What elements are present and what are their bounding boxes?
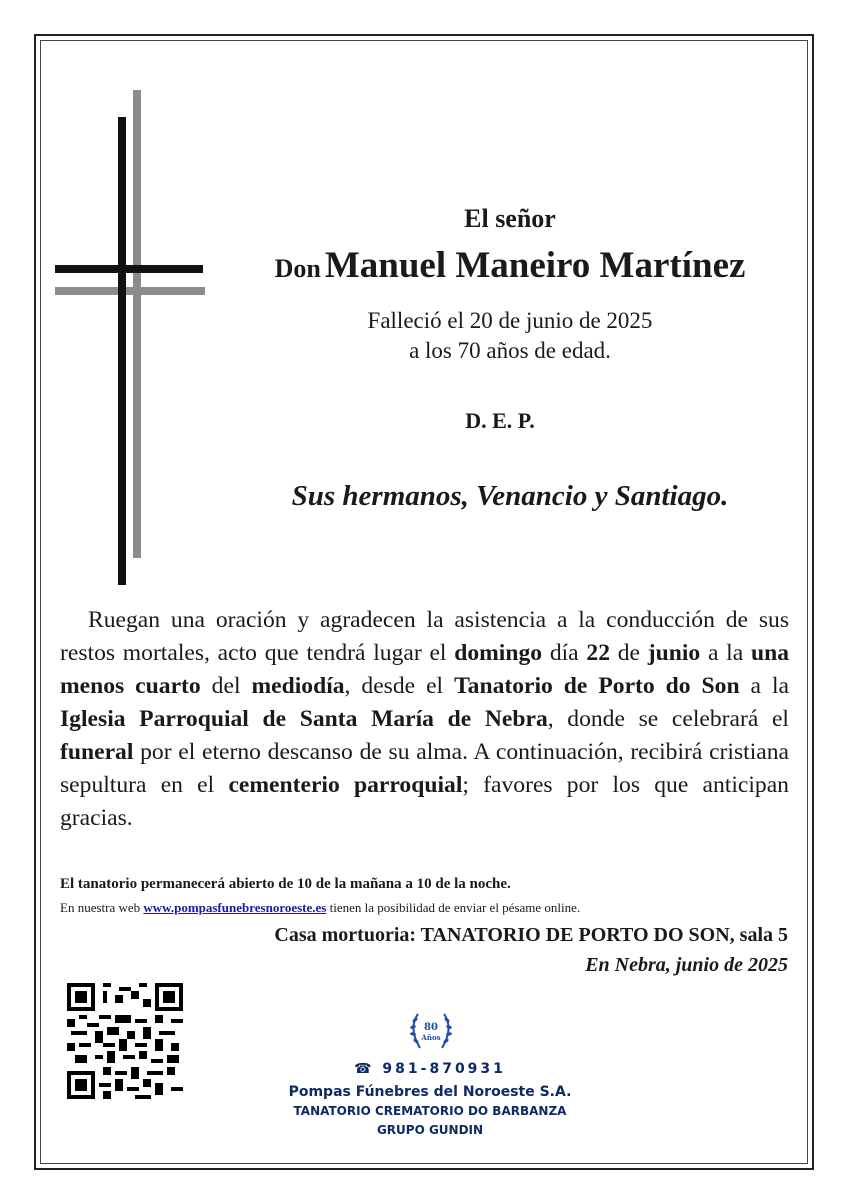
ceremony-text-part: , donde se celebrará el (547, 706, 789, 732)
mortuary-hours: El tanatorio permanecerá abierto de 10 de la mañana a 10 de la noche. (60, 876, 511, 892)
ceremony-text-part: de (610, 640, 648, 666)
crematorium-name: TANATORIO CREMATORIO DO BARBANZA (293, 1104, 567, 1118)
ceremony-text (60, 604, 789, 835)
group-name: GRUPO GUNDIN (376, 1123, 484, 1137)
company-phone[interactable] (270, 1061, 590, 1077)
ceremony-text-part: día (542, 640, 587, 666)
website-link[interactable]: www.pompasfunebresnoroeste.es (143, 900, 327, 915)
web-note (60, 900, 580, 916)
cross-black-vertical (118, 117, 126, 585)
ceremony-time: una menos cuarto (60, 640, 790, 699)
name-prefix: Don (274, 254, 321, 283)
badge-number: 80 (424, 1022, 438, 1033)
ceremony-funeral: funeral (60, 739, 134, 765)
intro-title: El señor (464, 204, 556, 233)
company-name: Pompas Fúnebres del Noroeste S.A. (288, 1084, 572, 1100)
ceremony-text-part: , desde el (344, 673, 455, 699)
ceremony-date-number: 22 (586, 640, 610, 666)
ceremony-origin: Tanatorio de Porto do Son (454, 673, 740, 699)
phone-icon: ☎ (354, 1061, 375, 1077)
deceased-name: Manuel Maneiro Martínez (324, 245, 746, 286)
qr-code-icon[interactable] (67, 983, 183, 1099)
cross-gray-vertical (133, 90, 141, 558)
ceremony-text-part: Ruegan una oración y agradecen la asistencia a la conducción de sus restos mortales, acto que tendrá lugar el (60, 607, 789, 666)
ceremony-time-period: mediodía (251, 673, 345, 699)
deceased-name-line (230, 244, 790, 287)
ceremony-text-part: a la (739, 673, 789, 699)
phone-number: 981-870931 (382, 1061, 506, 1077)
family-names: Sus hermanos, Venancio y Santiago. (291, 480, 729, 512)
cross-gray-horizontal (55, 287, 205, 295)
badge-text: Años (421, 1033, 441, 1042)
death-age: a los 70 años de edad. (409, 338, 611, 363)
web-note-prefix: En nuestra web (60, 900, 144, 915)
mortuary-location: Casa mortuoria: TANATORIO DE PORTO DO SON, sala 5 (274, 924, 788, 946)
web-note-suffix: tienen la posibilidad de enviar el pésame online. (326, 900, 581, 915)
death-date: Falleció el 20 de junio de 2025 (367, 308, 653, 333)
death-info (230, 306, 790, 366)
ceremony-cemetery: cementerio parroquial (228, 772, 463, 798)
ceremony-day: domingo (454, 640, 543, 666)
cross-black-horizontal (55, 265, 203, 273)
ceremony-text-part: por el eterno descanso de su alma. A continuación, recibirá cristiana sepultura en el (60, 739, 789, 798)
ceremony-text-part: del (200, 673, 252, 699)
ceremony-church: Iglesia Parroquial de Santa María de Nebra (60, 706, 548, 732)
rip-text: D. E. P. (465, 408, 535, 433)
place-date: En Nebra, junio de 2025 (585, 954, 788, 976)
anniversary-laurel-icon (404, 1008, 458, 1054)
ceremony-month: junio (647, 640, 701, 666)
ceremony-text-part: ; favores por los que anticipan gracias. (60, 772, 789, 831)
ceremony-text-part: a la (700, 640, 751, 666)
